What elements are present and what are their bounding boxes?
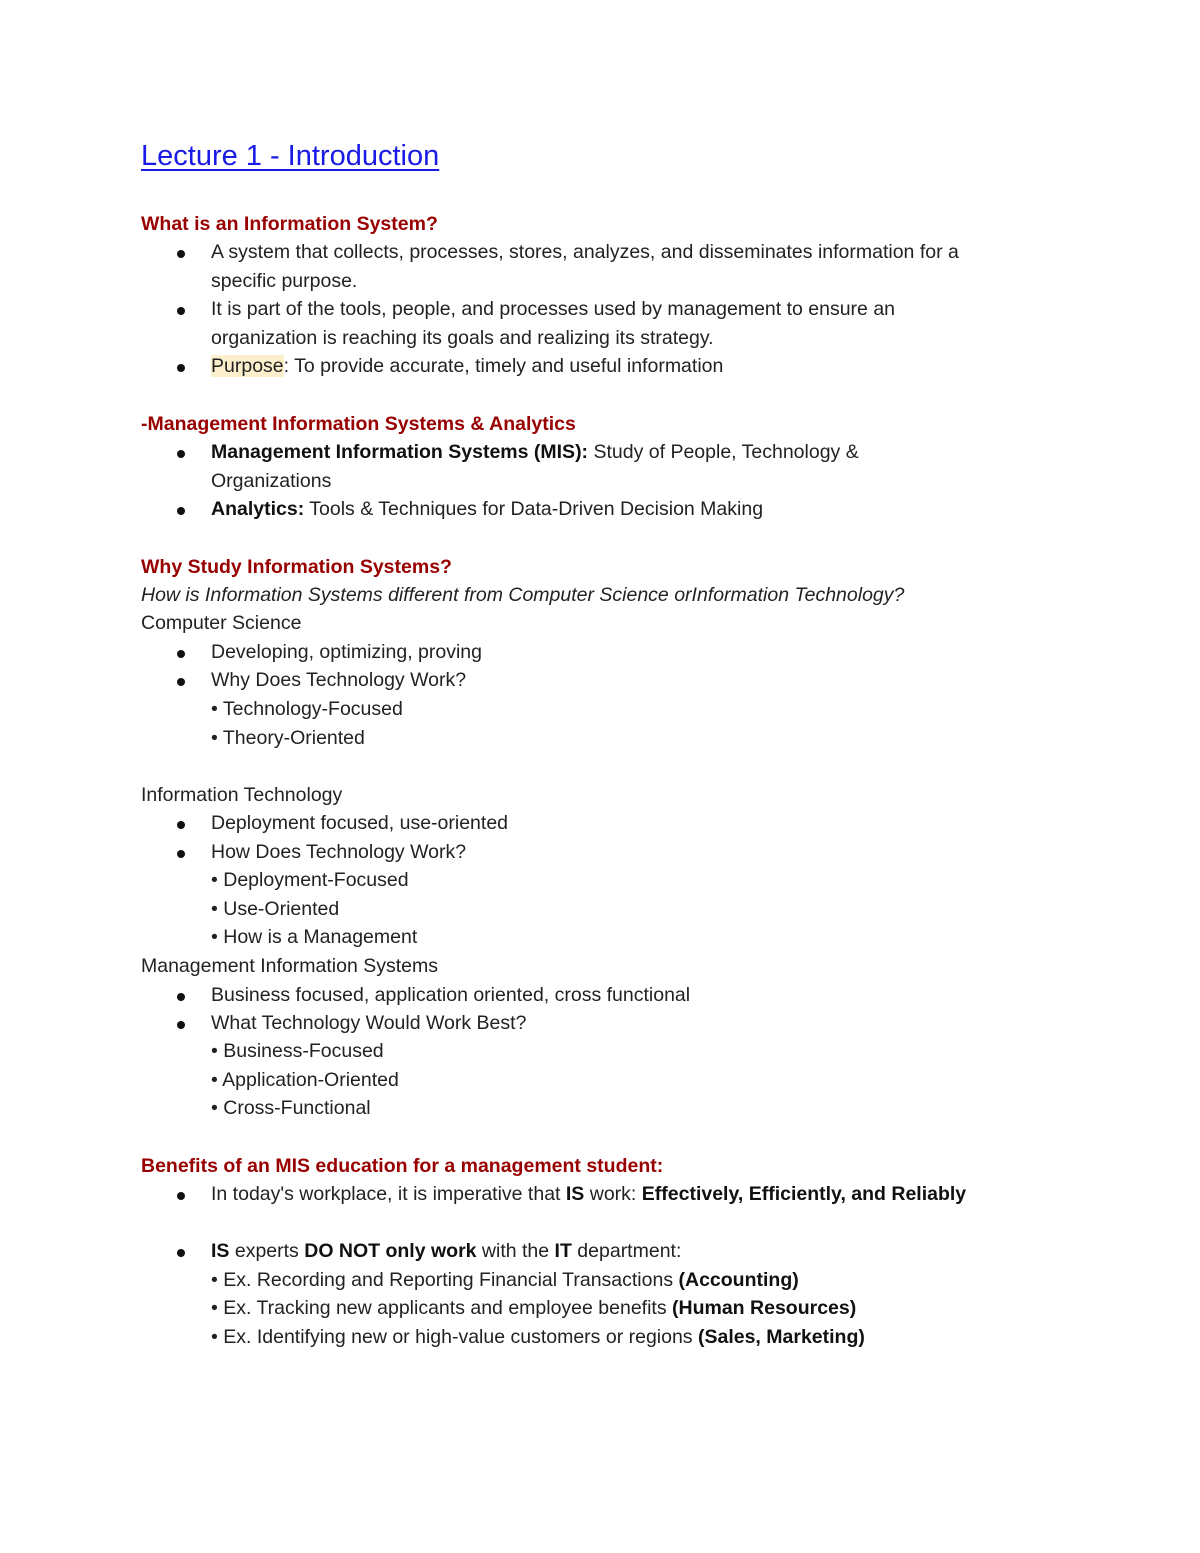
bold-term: IS bbox=[565, 1183, 585, 1205]
list-item-text: In today's workplace, it is imperative that bbox=[211, 1183, 566, 1205]
sub-list-item: • Deployment-Focused bbox=[211, 869, 409, 891]
list-item bbox=[211, 438, 859, 466]
page-title: Lecture 1 - Introduction bbox=[141, 140, 440, 172]
bullet-icon bbox=[177, 850, 185, 858]
list-item-continuation: specific purpose. bbox=[211, 270, 358, 292]
bold-term: Effectively, Efficiently, and Reliably bbox=[641, 1183, 967, 1205]
section-heading-mis-analytics: -Management Information Systems & Analytics bbox=[141, 413, 576, 435]
subsection-label-mis: Management Information Systems bbox=[141, 955, 438, 977]
list-item: Developing, optimizing, proving bbox=[211, 641, 482, 663]
bullet-icon bbox=[177, 364, 185, 372]
section-heading-information-system: What is an Information System? bbox=[141, 213, 438, 235]
bullet-icon bbox=[177, 650, 185, 658]
list-item-text: Study of People, Technology & bbox=[588, 441, 859, 463]
sub-list-item bbox=[211, 1294, 856, 1322]
list-item-text: department: bbox=[571, 1240, 682, 1262]
sub-list-item bbox=[211, 1323, 865, 1351]
sub-list-item: • Cross-Functional bbox=[211, 1097, 371, 1119]
sub-list-item: • Theory-Oriented bbox=[211, 727, 365, 749]
bullet-icon bbox=[177, 507, 185, 515]
bullet-icon bbox=[177, 1021, 185, 1029]
list-item-text: experts bbox=[229, 1240, 305, 1262]
list-item-continuation: Organizations bbox=[211, 470, 332, 492]
list-item bbox=[211, 352, 723, 380]
bullet-icon bbox=[177, 678, 185, 686]
list-item: A system that collects, processes, stores, analyzes, and disseminates information for a bbox=[211, 241, 959, 263]
bold-term: (Human Resources) bbox=[672, 1297, 857, 1319]
bullet-icon bbox=[177, 250, 185, 258]
highlighted-term: Purpose bbox=[211, 355, 284, 377]
bold-term: (Sales, Marketing) bbox=[697, 1326, 865, 1348]
subsection-label-information-technology: Information Technology bbox=[141, 784, 343, 806]
bullet-icon bbox=[177, 993, 185, 1001]
list-item-text: • Ex. Tracking new applicants and employee benefits bbox=[211, 1297, 673, 1319]
list-item-continuation: organization is reaching its goals and realizing its strategy. bbox=[211, 327, 714, 349]
list-item: Deployment focused, use-oriented bbox=[211, 812, 509, 834]
list-item-text: with the bbox=[476, 1240, 555, 1262]
list-item-text: • Ex. Identifying new or high-value customers or regions bbox=[211, 1326, 698, 1348]
list-item: It is part of the tools, people, and processes used by management to ensure an bbox=[211, 298, 896, 320]
list-item bbox=[211, 1180, 966, 1208]
list-item: Why Does Technology Work? bbox=[211, 669, 467, 691]
section-heading-why-study: Why Study Information Systems? bbox=[141, 556, 452, 578]
bullet-icon bbox=[177, 1249, 185, 1257]
bold-term: Management Information Systems (MIS): bbox=[211, 441, 589, 463]
bold-term: Analytics: bbox=[211, 498, 305, 520]
sub-list-item: • Application-Oriented bbox=[211, 1069, 399, 1091]
subsection-label-computer-science: Computer Science bbox=[141, 612, 302, 634]
sub-list-item: • Business-Focused bbox=[211, 1040, 384, 1062]
list-item bbox=[211, 495, 763, 523]
list-item-text: Tools & Techniques for Data-Driven Decision Making bbox=[304, 498, 764, 520]
list-item-text: • Ex. Recording and Reporting Financial Transactions bbox=[211, 1269, 679, 1291]
bullet-icon bbox=[177, 450, 185, 458]
bold-term: IS bbox=[211, 1240, 230, 1262]
list-item: How Does Technology Work? bbox=[211, 841, 467, 863]
list-item-text: work: bbox=[584, 1183, 642, 1205]
sub-list-item: • Technology-Focused bbox=[211, 698, 403, 720]
bold-term: IT bbox=[554, 1240, 572, 1262]
sub-list-item bbox=[211, 1266, 799, 1294]
bullet-icon bbox=[177, 821, 185, 829]
list-item bbox=[211, 1237, 681, 1265]
list-item-text: : To provide accurate, timely and useful information bbox=[283, 355, 724, 377]
bold-term: (Accounting) bbox=[678, 1269, 799, 1291]
bullet-icon bbox=[177, 307, 185, 315]
list-item: Business focused, application oriented, cross functional bbox=[211, 984, 691, 1006]
italic-question: How is Information Systems different from Computer Science orInformation Technology? bbox=[141, 584, 905, 606]
sub-list-item: • How is a Management bbox=[211, 926, 418, 948]
sub-list-item: • Use-Oriented bbox=[211, 898, 340, 920]
section-heading-benefits: Benefits of an MIS education for a management student: bbox=[141, 1155, 664, 1177]
bullet-icon bbox=[177, 1192, 185, 1200]
bold-term: DO NOT only work bbox=[304, 1240, 477, 1262]
list-item: What Technology Would Work Best? bbox=[211, 1012, 527, 1034]
